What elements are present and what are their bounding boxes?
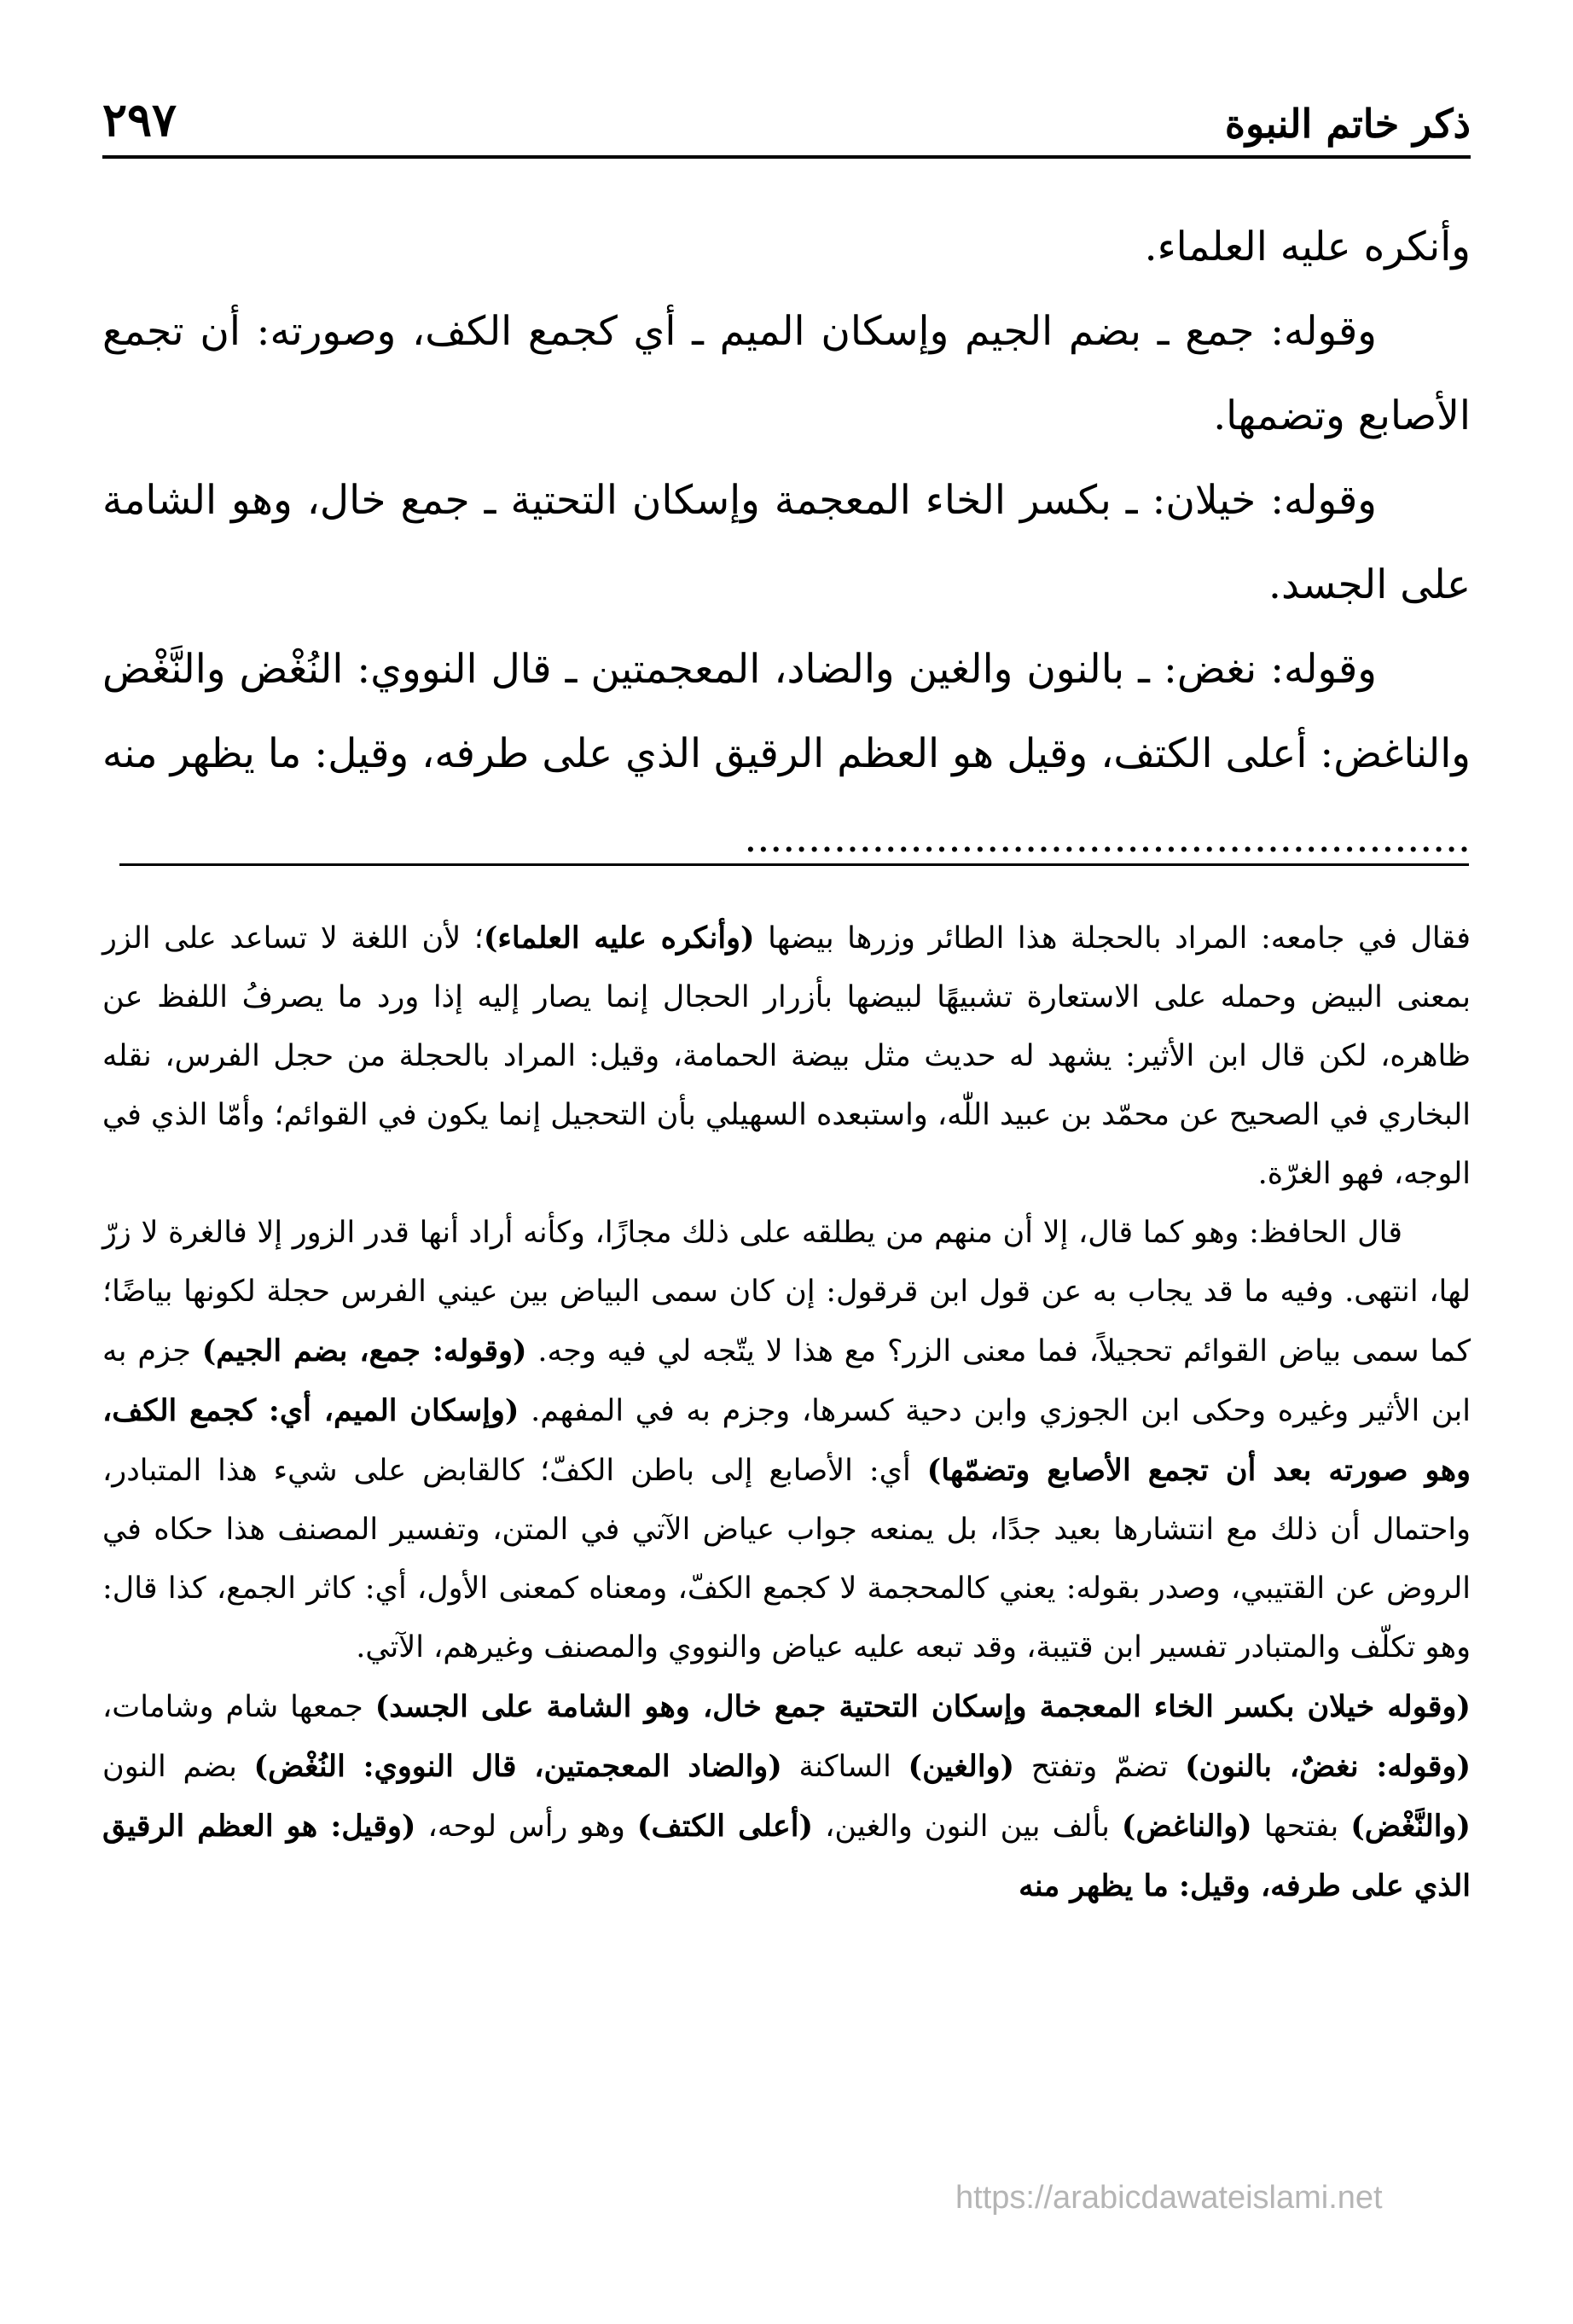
commentary-text-run: فقال في جامعه: المراد بالحجلة هذا الطائر وزرها بيضها — [754, 921, 1471, 956]
commentary-text-run: وهو رأس لوحه، — [415, 1810, 637, 1844]
commentary-text-run: بألف بين النون والغين، — [813, 1810, 1122, 1844]
commentary-text — [102, 909, 1471, 1916]
commentary-text-run: جزم به ابن الأثير وغيره وحكى ابن الجوزي وابن دحية كسرها، وجزم به في المفهم. — [102, 1334, 1471, 1428]
commentary-text-run: الساكنة — [781, 1750, 908, 1784]
commentary-paragraph — [102, 909, 1471, 1204]
main-paragraph: وأنكره عليه العلماء. — [1144, 224, 1471, 270]
main-paragraph-text: وقوله: نغض: ـ بالنون والغين والضاد، المعجمتين ـ قال النووي: النُغْض والنَّغْض والناغض: أعلى الكتف، وقيل هو العظم الرقيق الذي على طرفه، وقيل: ما يظهر منه — [102, 646, 1471, 777]
main-paragraph — [102, 627, 1471, 880]
main-paragraph: وقوله: جمع ـ بضم الجيم وإسكان الميم ـ أي كجمع الكف، وصورته: أن تجمع الأصابع وتضمها. — [102, 308, 1471, 439]
quoted-matn: (وقوله: نغضٌ، بالنون) — [1185, 1749, 1471, 1784]
commentary-text-run: أي: الأصابع إلى باطن الكفّ؛ كالقابض على شيء هذا المتبادر، واحتمال أن ذلك مع انتشارها بعيد جدًا، بل يمنعه جواب عياض الآتي في المتن، وتفسير المصنف هذا حكاه في الروض عن القتيبي، وصدر بقوله: يعني كالمحجمة لا كجمع الكفّ، ومعناه كمعنى الأول، أي: كاثر الجمع، كذا قال: وهو تكلّف والمتبادر تفسير ابن قتيبة، وقد تبعه عليه عياض والنووي والمصنف وغيرهم، الآتي. — [102, 1454, 1471, 1665]
quoted-matn: (والضاد المعجمتين، قال النووي: النُغْض) — [253, 1749, 782, 1784]
quoted-matn: (والغين) — [908, 1749, 1015, 1784]
continuation-dots: ......................................................... — [744, 815, 1471, 862]
page-header — [102, 70, 1471, 159]
commentary-text-run: ؛ لأن اللغة لا تساعد على الزر بمعنى البيض وحمله على الاستعارة تشبيهًا لبيضها بأزرار الحجال إنما يصار إليه إذا ورد ما يصرفُ اللفظ عن ظاهره، لكن قال ابن الأثير: يشهد له حديث مثل بيضة الحمامة، وقيل: المراد بالحجلة من حجل الفرس، نقله البخاري في الصحيح عن محمّد بن عبيد اللّٰه، واستبعده السهيلي بأن التحجيل إنما يكون في القوائم؛ وأمّا الذي في الوجه، فهو الغرّة. — [102, 921, 1471, 1191]
quoted-matn: (وقوله: جمع، بضم الجيم) — [201, 1333, 527, 1368]
footnote-separator — [119, 863, 1469, 866]
commentary-text-run: بفتحها — [1251, 1810, 1351, 1844]
quoted-matn: (وأنكره عليه العلماء) — [483, 921, 755, 956]
quoted-matn: (وإسكان الميم، أي: كجمع الكف، وهو صورته بعد أن تجمع الأصابع وتضمّها) — [102, 1393, 1471, 1488]
quoted-matn: (والناغض) — [1121, 1809, 1252, 1844]
commentary-text-run: بضم النون — [102, 1750, 254, 1784]
commentary-paragraph — [102, 1204, 1471, 1677]
quoted-matn: (وقوله خيلان بكسر الخاء المعجمة وإسكان التحتية جمع خال، وهو الشامة على الجسد) — [374, 1689, 1471, 1724]
quoted-matn: (أعلى الكتف) — [636, 1809, 814, 1844]
commentary-text-run: تضمّ وتفتح — [1014, 1750, 1186, 1784]
main-paragraph: وقوله: خيلان: ـ بكسر الخاء المعجمة وإسكان التحتية ـ جمع خال، وهو الشامة على الجسد. — [102, 477, 1471, 608]
page-number: ٢٩٧ — [102, 92, 177, 147]
main-text — [102, 205, 1471, 880]
commentary-text-run: قال الحافظ: وهو كما قال، إلا أن منهم من يطلقه على ذلك مجازًا، وكأنه أراد أنها قدر الزور إلا فالغرة لا زرّ لها، انتهى. وفيه ما قد يجاب به عن قول ابن قرقول: إن كان سمى البياض بين عيني الفرس حجلة لكونها بياضًا؛ كما سمى بياض القوائم تحجيلاً، فما معنى الزر؟ مع هذا لا يتّجه لي فيه وجه. — [102, 1216, 1471, 1368]
commentary-text-run: جمعها شام وشامات، — [102, 1690, 375, 1724]
quoted-matn: (وقيل: هو العظم الرقيق الذي على طرفه، وقيل: ما يظهر منه — [102, 1809, 1471, 1903]
commentary-paragraph — [102, 1677, 1471, 1916]
watermark-url: https://arabicdawateislami.net — [955, 2180, 1383, 2216]
quoted-matn: (والنَّغْض) — [1350, 1809, 1471, 1844]
running-title: ذكر خاتم النبوة — [1224, 101, 1471, 147]
